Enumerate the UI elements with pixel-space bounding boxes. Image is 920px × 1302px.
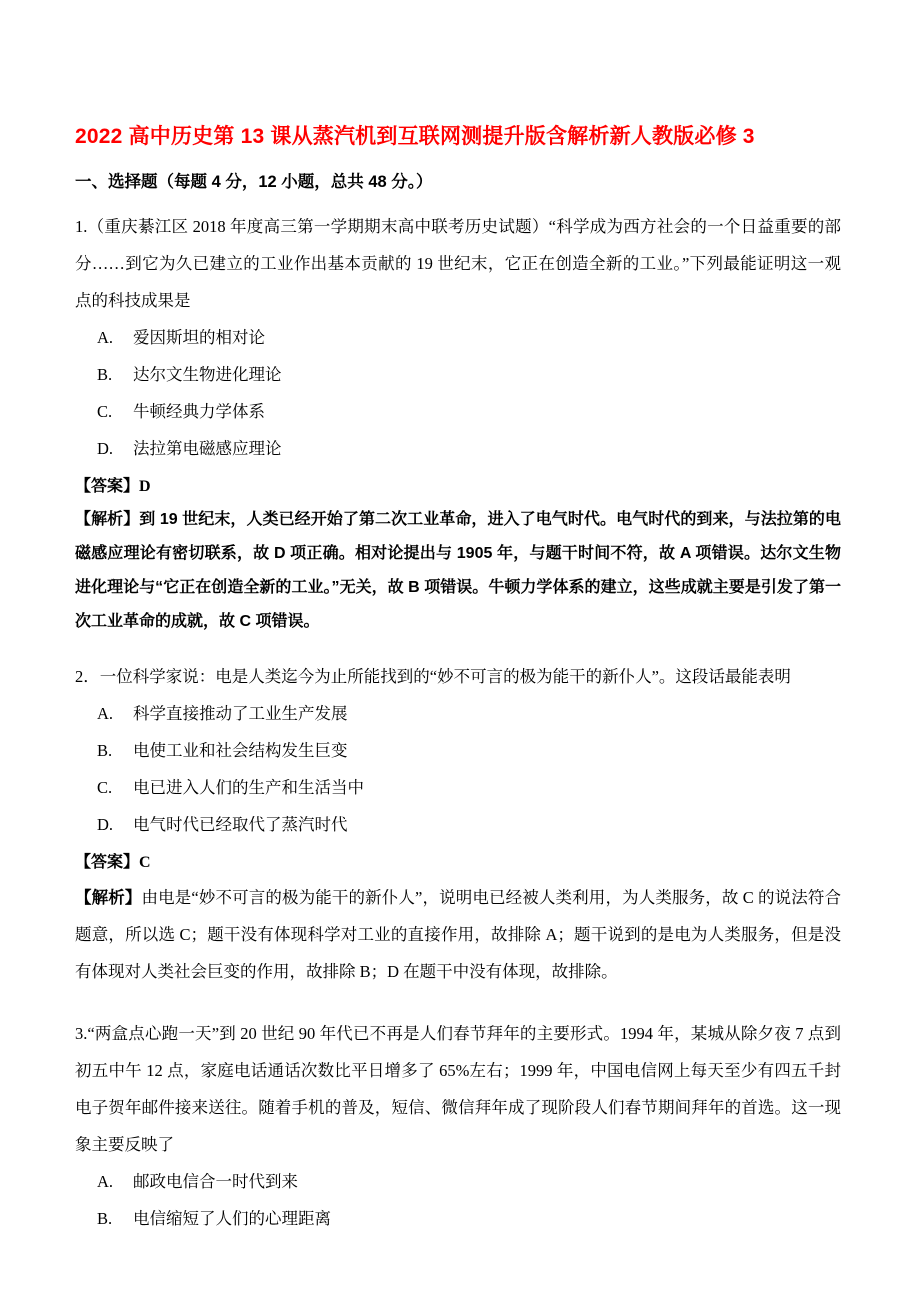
analysis-text: 由电是“妙不可言的极为能干的新仆人”，说明电已经被人类利用，为人类服务，故 C 的说法符合题意，所以选 C；题干没有体现科学对工业的直接作用，故排除 A；题干说到的是电为人类服务，但是没有体现对人类社会巨变的作用，故排除 B；D 在题干中没有体现，故排除。 [75, 888, 842, 981]
option-list [75, 1163, 841, 1237]
answer-tag: 【答案】 [75, 854, 140, 871]
option-key: C. [97, 402, 113, 421]
question-block-1 [75, 193, 841, 639]
option-a[interactable] [75, 319, 841, 356]
answer-value: C [139, 854, 151, 871]
option-label: 电信缩短了人们的心理距离 [133, 1209, 331, 1228]
option-key: B. [97, 365, 113, 384]
option-label: 牛顿经典力学体系 [133, 402, 265, 421]
analysis-block [75, 503, 841, 639]
answer-tag: 【答案】 [75, 478, 140, 495]
option-key: D. [97, 815, 114, 834]
option-a[interactable] [75, 1163, 841, 1200]
option-key: C. [97, 778, 113, 797]
answer-line [75, 467, 841, 503]
option-key: D. [97, 439, 114, 458]
option-d[interactable] [75, 806, 841, 843]
option-label: 爱因斯坦的相对论 [133, 328, 265, 347]
question-stem: 3.“两盒点心跑一天”到 20 世纪 90 年代已不再是人们春节拜年的主要形式。1994 年，某城从除夕夜 7 点到初五中午 12 点，家庭电话通话次数比平日增多了 65%左右；1999 年，中国电信网上每天至少有四五千封电子贺年邮件接来送往。随着手机的普及，短信、微信拜年成了现阶段人们春节期间拜年的首选。这一现象主要反映了 [75, 1024, 841, 1154]
option-list [75, 695, 841, 843]
analysis-tag: 【解析】 [75, 511, 140, 528]
option-key: B. [97, 741, 113, 760]
option-d[interactable] [75, 430, 841, 467]
analysis-tag: 【解析】 [75, 888, 142, 907]
question-stem: 1.（重庆綦江区 2018 年度高三第一学期期末高中联考历史试题）“科学成为西方社会的一个日益重要的部分……到它为久已建立的工业作出基本贡献的 19 世纪末，它正在创造全新的工业。”下列最能证明这一观点的科技成果是 [75, 217, 841, 310]
option-label: 达尔文生物进化理论 [133, 365, 282, 384]
option-key: B. [97, 1209, 113, 1228]
option-key: A. [97, 1172, 114, 1191]
option-a[interactable] [75, 695, 841, 732]
option-label: 电已进入人们的生产和生活当中 [133, 778, 364, 797]
answer-value: D [139, 478, 151, 495]
option-label: 法拉第电磁感应理论 [133, 439, 282, 458]
option-b[interactable] [75, 1200, 841, 1237]
analysis-block [75, 879, 841, 990]
option-list [75, 319, 841, 467]
option-label: 电气时代已经取代了蒸汽时代 [133, 815, 348, 834]
option-c[interactable] [75, 769, 841, 806]
option-b[interactable] [75, 732, 841, 769]
question-block-2 [75, 643, 841, 990]
document-content [75, 0, 841, 1237]
option-c[interactable] [75, 393, 841, 430]
option-key: A. [97, 704, 114, 723]
option-label: 邮政电信合一时代到来 [133, 1172, 298, 1191]
question-stem: 2．一位科学家说：电是人类迄今为止所能找到的“妙不可言的极为能干的新仆人”。这段话最能表明 [75, 667, 791, 686]
option-key: A. [97, 328, 114, 347]
option-label: 电使工业和社会结构发生巨变 [133, 741, 348, 760]
spacer [75, 990, 841, 1000]
question-block-3 [75, 1000, 841, 1237]
section-heading-multiple-choice: 一、选择题（每题 4 分，12 小题，总共 48 分。） [75, 173, 433, 191]
page-title: 2022 高中历史第 13 课从蒸汽机到互联网测提升版含解析新人教版必修 3 [75, 125, 755, 148]
analysis-text: 到 19 世纪末，人类已经开始了第二次工业革命，进入了电气时代。电气时代的到来，与法拉第的电磁感应理论有密切联系，故 D 项正确。相对论提出与 1905 年，与题干时间不符，故 A 项错误。达尔文生物进化理论与“它正在创造全新的工业。”无关，故 B 项错误。牛顿力学体系的建立，这些成就主要是引发了第一次工业革命的成就，故 C 项错误。 [75, 511, 841, 630]
answer-line [75, 843, 841, 879]
option-b[interactable] [75, 356, 841, 393]
option-label: 科学直接推动了工业生产发展 [133, 704, 348, 723]
